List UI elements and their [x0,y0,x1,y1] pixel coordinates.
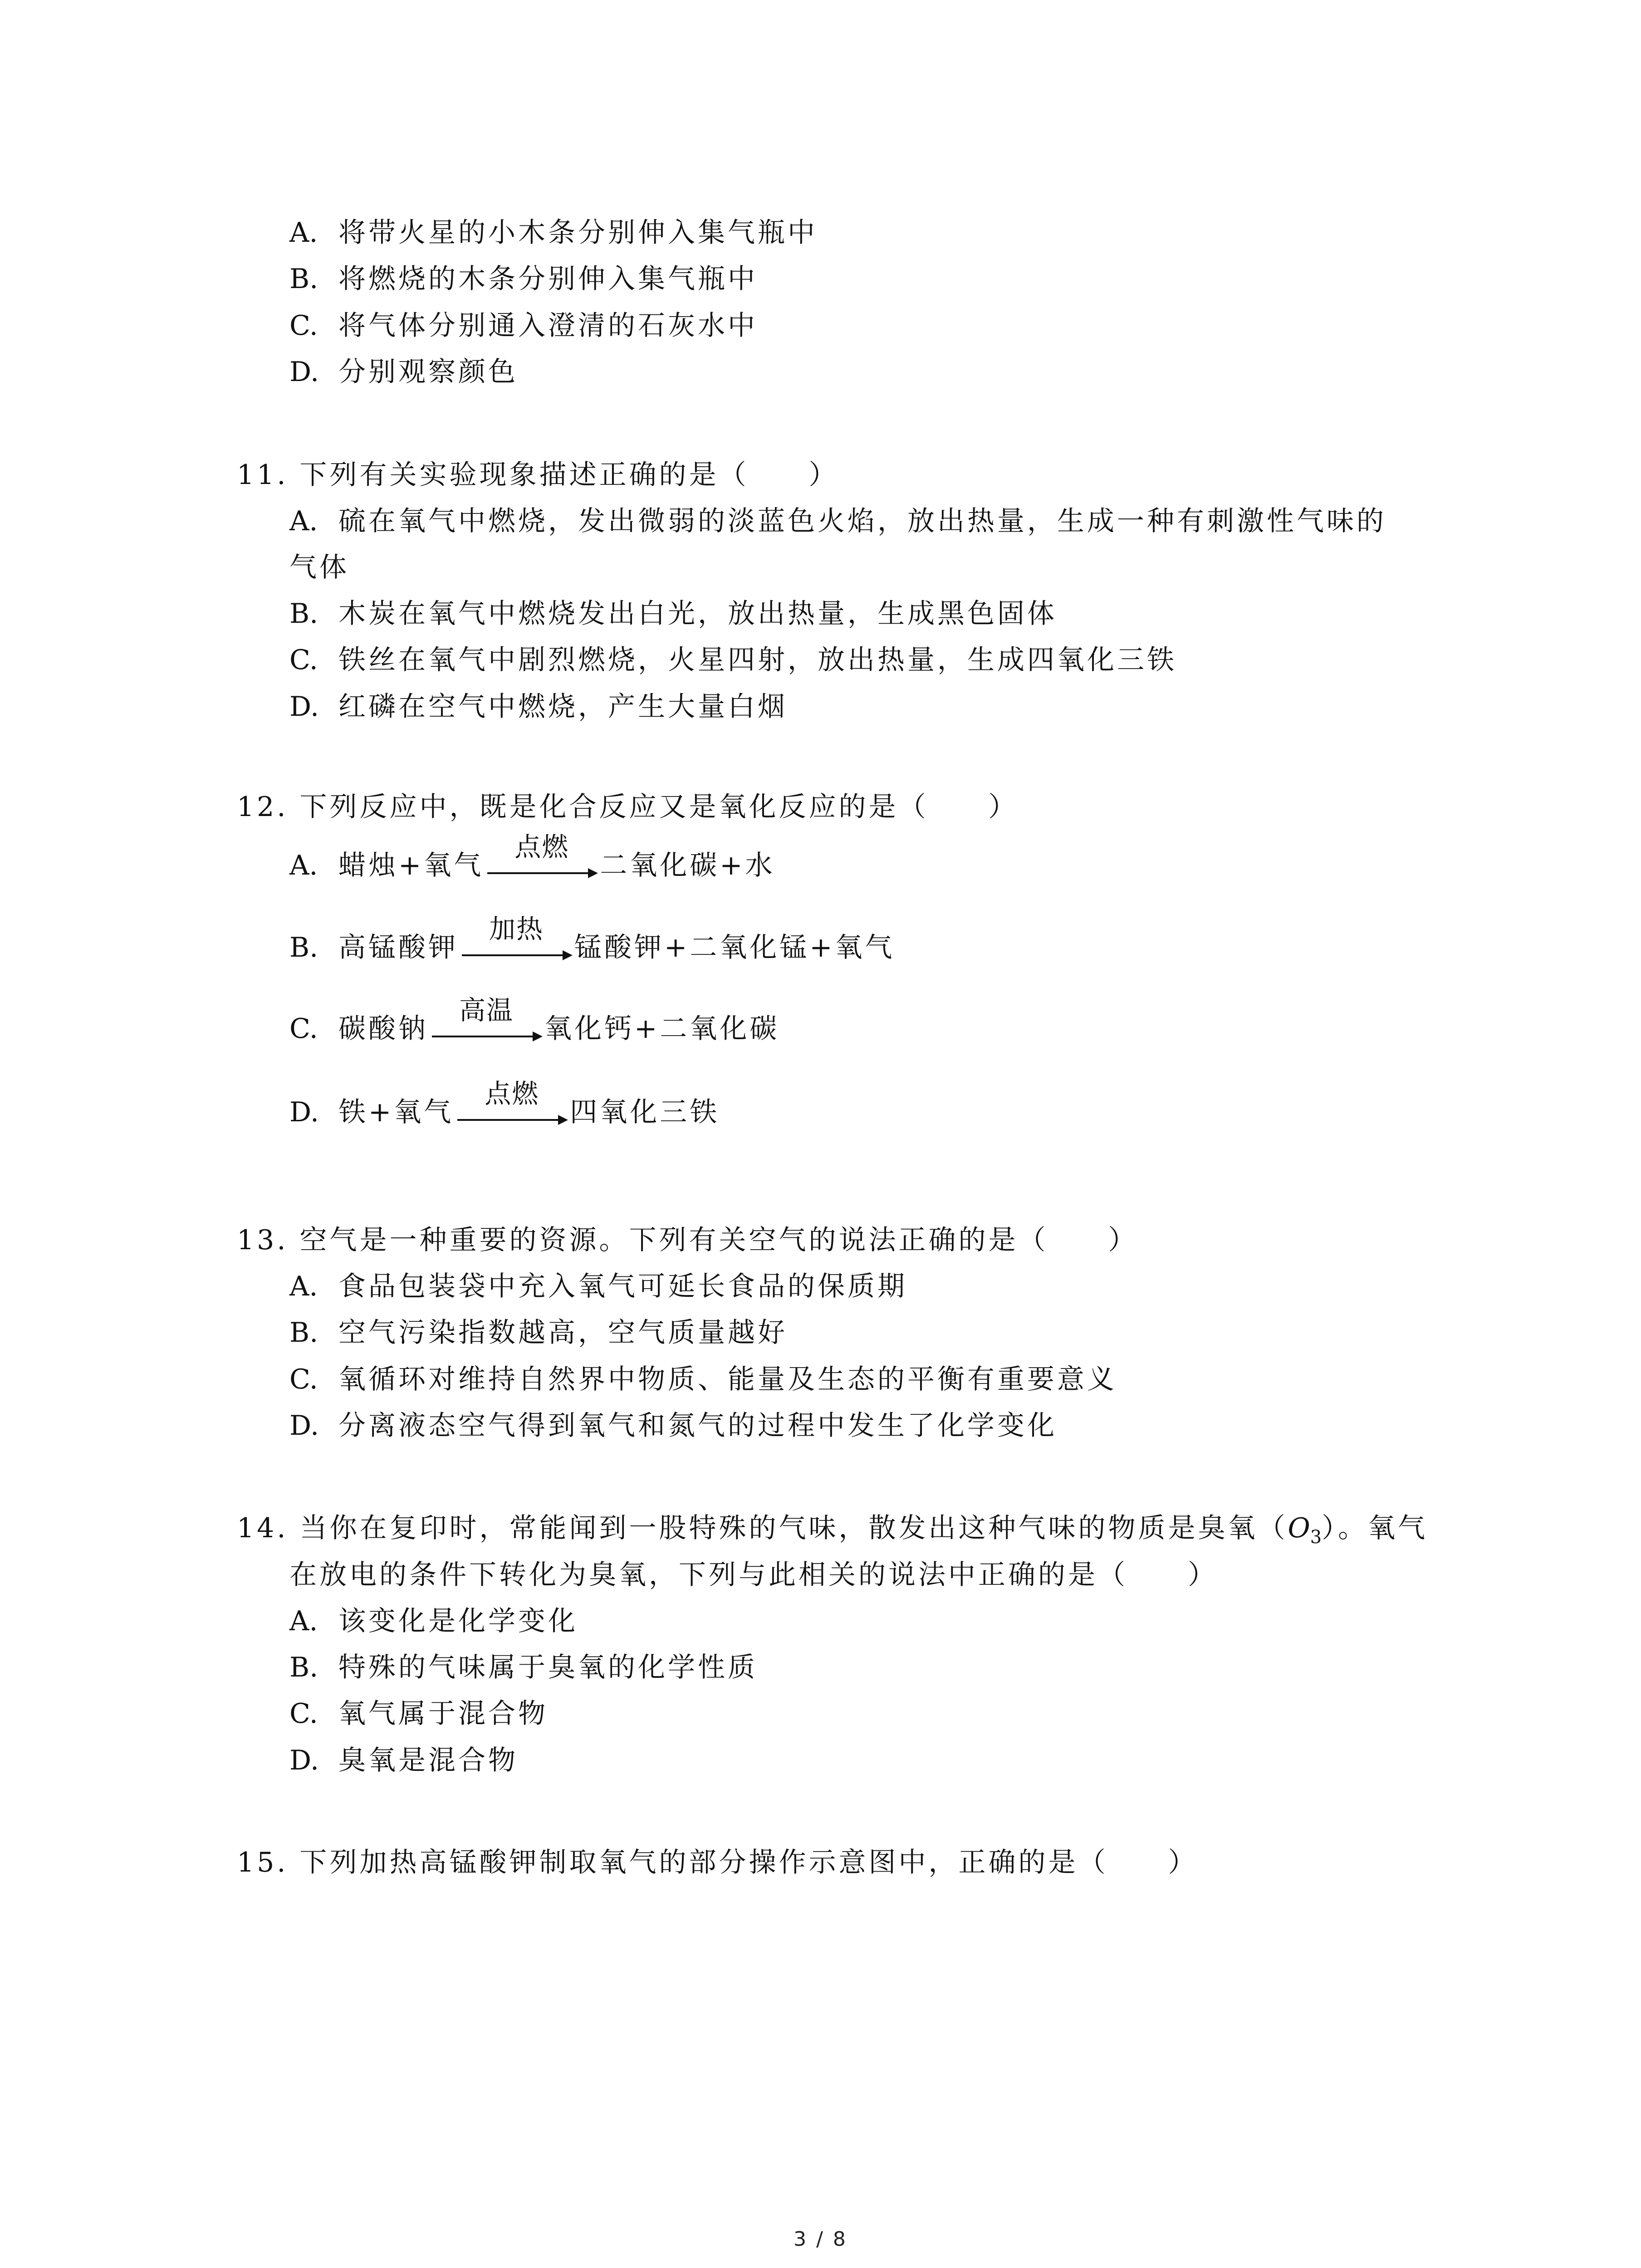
q11-option-b: B. 木炭在氧气中燃烧发出白光，放出热量，生成黑色固体 [289,598,1057,630]
q12-option-d: D. 铁+氧气 点燃 四氧化三铁 [289,1078,720,1128]
q13-option-b: B. 空气污染指数越高，空气质量越好 [289,1317,788,1349]
q11-option-c: C. 铁丝在氧气中剧烈燃烧，火星四射，放出热量，生成四氧化三铁 [289,644,1177,676]
q15-stem: 15. 下列加热高锰酸钾制取氧气的部分操作示意图中，正确的是（ ） [237,1847,1198,1878]
q10-option-c: C. 将气体分别通入澄清的石灰水中 [289,310,758,342]
reactants: 碳酸钠 [338,1013,428,1045]
reaction-condition: 加热 [489,914,544,944]
q12-stem: 12. 下列反应中，既是化合反应又是氧化反应的是（ ） [237,791,1019,823]
q10-option-d: D. 分别观察颜色 [289,356,518,388]
reactants: 蜡烛+氧气 [338,850,484,881]
q14-option-c: C. 氧气属于混合物 [289,1698,548,1730]
reaction-condition: 高温 [459,995,514,1026]
reaction-arrow [455,1078,569,1128]
q11-option-a: A. 硫在氧气中燃烧，发出微弱的淡蓝色火焰，放出热量，生成一种有刺激性气味的 [289,505,1386,537]
reaction-arrow [429,995,544,1045]
q12-option-a: A. 蜡烛+氧气 点燃 二氧化碳+水 [289,831,775,881]
products: 四氧化三铁 [570,1096,720,1128]
reaction-arrow [459,914,573,963]
reaction-arrow [485,831,599,881]
q14-option-a: A. 该变化是化学变化 [289,1605,578,1637]
page-number: 3 / 8 [794,2228,847,2251]
q14-option-b: B. 特殊的气味属于臭氧的化学性质 [289,1652,758,1683]
q11-stem: 11. 下列有关实验现象描述正确的是（ ） [237,459,839,491]
q12-option-c: C. 碳酸钠 高温 氧化钙+二氧化碳 [289,995,780,1045]
q13-option-d: D. 分离液态空气得到氧气和氮气的过程中发生了化学变化 [289,1410,1057,1442]
q14-stem: 14. 当你在复印时，常能闻到一股特殊的气味，散发出这种气味的物质是臭氧$(O_3)$。氧气 [237,1512,1428,1548]
products: 锰酸钾+二氧化锰+氧气 [574,932,895,963]
q14-option-d: D. 臭氧是混合物 [289,1745,518,1776]
q11-option-a-cont: 气体 [289,552,349,583]
q13-option-a: A. 食品包装袋中充入氧气可延长食品的保质期 [289,1271,907,1302]
q11-option-d: D. 红磷在空气中燃烧，产生大量白烟 [289,691,788,723]
q12-option-b: B. 高锰酸钾 加热 锰酸钾+二氧化锰+氧气 [289,914,895,963]
reactants: 高锰酸钾 [338,932,458,963]
products: 二氧化碳+水 [600,850,775,881]
products: 氧化钙+二氧化碳 [544,1013,780,1045]
reaction-condition: 点燃 [514,831,569,862]
q13-option-c: C. 氧循环对维持自然界中物质、能量及生态的平衡有重要意义 [289,1364,1117,1395]
q14-stem-cont: 在放电的条件下转化为臭氧，下列与此相关的说法中正确的是（ ） [289,1559,1218,1591]
reactants: 铁+氧气 [338,1096,454,1128]
q10-option-b: B. 将燃烧的木条分别伸入集气瓶中 [289,263,758,295]
q13-stem: 13. 空气是一种重要的资源。下列有关空气的说法正确的是（ ） [237,1224,1138,1256]
q10-option-a: A. 将带火星的小木条分别伸入集气瓶中 [289,217,818,249]
reaction-condition: 点燃 [485,1078,539,1109]
ozone-formula: $O_3$ [1288,1512,1322,1548]
